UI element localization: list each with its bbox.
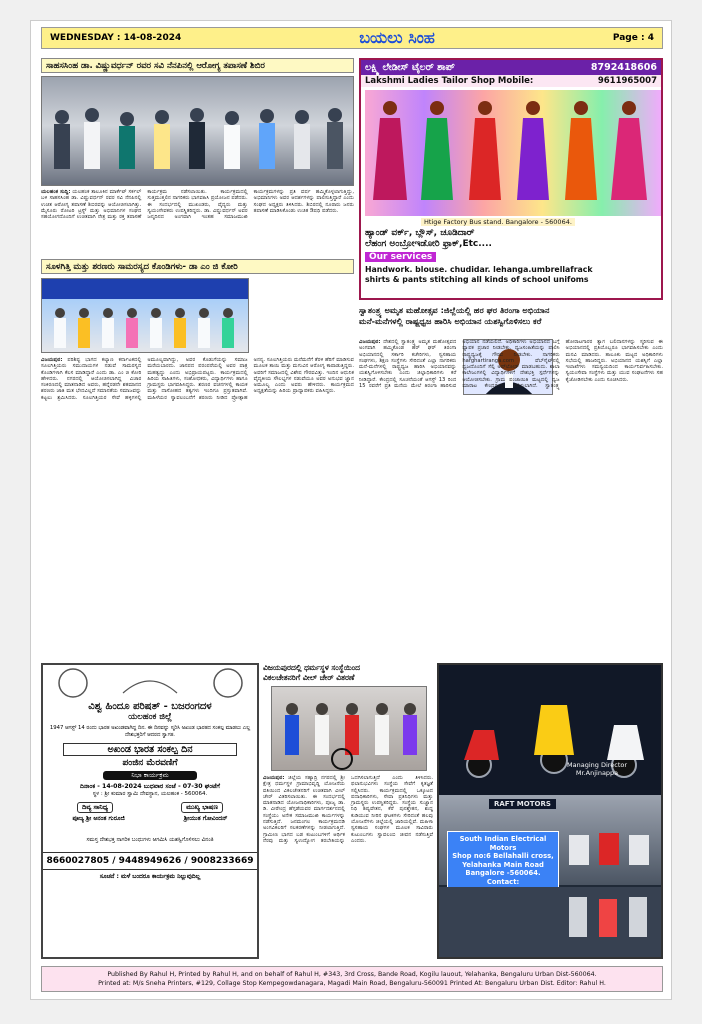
vhp-event-subtitle: ಪಂಜಿನ ಮೆರವಣಿಗೆ	[122, 758, 178, 768]
vhp-guest: ಪೂಜ್ಯ ಶ್ರೀ ಅನಂತ ಗುರೂಜಿ	[72, 815, 125, 822]
article4-subheadline: ವಿಕಲಚೇತನರಿಗೆ ವೀಲ್ ಚೇರ್ ವಿತರಣೆ	[263, 673, 355, 682]
vhp-note: ಸಮಸ್ತ ದೇಶಭಕ್ತ ನಾಗರಿಕ ಬಂಧುಗಳು ಆಗಮಿಸಿ ಯಶಸ್ವಿಗೊಳಿಸಲು ವಿನಂತಿ	[86, 837, 214, 843]
dress-gallery	[365, 90, 661, 216]
electric-motors-ad	[437, 663, 663, 959]
publisher-footer	[41, 966, 663, 992]
footer-publisher-line: Published By Rahul H, Printed by Rahul H, and on behalf of Rahul H, #343, 3rd Cross, Bande Road, Kogilu lauout, Yelahanka, Bengaluru Urban Dist-560064.	[107, 971, 597, 978]
showroom-sign: RAFT MOTORS	[489, 799, 556, 809]
tailor-ad-title: ಲಕ್ಷ್ಮಿ ಲೇಡೀಸ್ ಟೈಲರ್ ಶಾಪ್	[365, 62, 455, 73]
vhp-phones: 8660027805 / 9448949626 / 9008233669	[43, 852, 257, 870]
article1-headline: ಸಾಹಸಸಿಂಹ ಡಾ. ವಿಷ್ಣುವರ್ಧನ್ ರವರ ಸವಿ ನೆನಪಿನಲ್ಲಿ ಆರೋಗ್ಯ ತಪಾಸಣೆ ಶಿಬಿರ	[41, 58, 354, 73]
tailor-ad-address: Htige Factory Bus stand. Bangalore - 560064.	[421, 218, 575, 226]
article4-photo	[271, 686, 427, 771]
vhp-speaker: ಶ್ರೀಯುತ ಗೋವಿಂದನ್	[183, 815, 228, 822]
shop-address2: Yelahanka Main Road	[462, 860, 544, 869]
tailor-ad-kannada-line2: ಲೆಹಂಗ ಅಂಬ್ರೋಇಡೋರಿ ಫ್ರಾಕ್,Etc....	[365, 239, 492, 249]
article4-headline: ವಿಜಯಪುರದಲ್ಲಿ ಧರ್ಮಸ್ಥಳ ಸಂಸ್ಥೆಯಿಂದ	[263, 663, 360, 672]
tailor-ad-phone1: 8792418606	[590, 62, 657, 73]
masthead	[41, 27, 663, 49]
electric-scooters-icon	[439, 665, 661, 795]
tailor-ad-kannada-line1: ಹ್ಯಾಂಡ್ ವರ್ಕ್, ಬ್ಲೌಸ್, ಚೂಡಿದಾರ್	[365, 228, 475, 238]
vhp-programme-label: ನಿಭಾ ಕಾರ್ಯಕ್ರಮ	[103, 771, 197, 780]
article2-photo	[41, 278, 249, 353]
article3-headline: ಸ್ವಾತಂತ್ರ್ಯ ಅಮೃತ ಮಹೋತ್ಸವ :ಜಿಲ್ಲೆಯಲ್ಲಿ ಹರ ಘರ ತಿರಂಗಾ ಅಭಿಯಾನ	[359, 305, 550, 315]
article2-body: ವಿಜಯಪುರ: ಪರಿಶಿಷ್ಟ ಭಾಗದ ಕಲ್ಯಾಣ ಕರ್ನಾಟಕದಲ್ಲಿ ಸೂಲಗಿತ್ತಿಯರು ಸಮುದಾಯಗಳ ನಡುವೆ ಸಾಮರಸ್ಯದ ಕೊಂಡಿಗಳಾಗಿ ಕೆಲಸ ಮಾಡಿದ್ದಾರೆ ಎಂದು ಡಾ. ಎಂ ಜಿ ಕೋರಿ ಹೇಳಿದರು. ನಗರದಲ್ಲಿ ಆಯೋಜಿಸಲಾಗಿದ್ದ ವಿಚಾರ ಸಂಕಿರಣದಲ್ಲಿ ಮಾತನಾಡಿದ ಅವರು, ಹನ್ನೆರಡನೇ ಶತಮಾನದ ಶರಣರು ಜಾತಿ ಮತ ಭೇದವಿಲ್ಲದೆ ಸಮಾನತೆಯ ಸಮಾಜವನ್ನು ಕಟ್ಟಲು ಶ್ರಮಿಸಿದರು. ಸೂಲಗಿತ್ತಿಯರ ಸೇವೆ ಹಳ್ಳಿಗಳಲ್ಲಿ ಅಮೂಲ್ಯವಾಗಿದ್ದು, ಅವರ ಕೊಡುಗೆಯನ್ನು ಸಮಾಜ ಮರೆಯಬಾರದು. ಜಾನಪದ ಪರಂಪರೆಯಲ್ಲಿ ಅವರ ಪಾತ್ರ ಮಹತ್ವದ್ದು ಎಂದು ಅಭಿಪ್ರಾಯಪಟ್ಟರು. ಕಾರ್ಯಕ್ರಮದಲ್ಲಿ ಹಿರಿಯ ಸಾಹಿತಿಗಳು, ಸಂಶೋಧಕರು, ವಿದ್ಯಾರ್ಥಿಗಳು ಹಾಗೂ ಗ್ರಾಮಸ್ಥರು ಭಾಗವಹಿಸಿದ್ದರು. ಶರಣರ ವಚನಗಳಲ್ಲಿ ಕಾಯಕ ಮತ್ತು ದಾಸೋಹದ ತತ್ವಗಳು ಇಂದಿಗೂ ಪ್ರಸ್ತುತವಾಗಿವೆ. ಮಹಿಳೆಯರ ಸ್ವಾವಲಂಬನೆಗೆ ಶರಣರು ನೀಡಿದ ಪ್ರೋತ್ಸಾಹ ಅನನ್ಯ. ಸೂಲಗಿತ್ತಿಯರು ಮನೆಮನೆಗೆ ತೆರಳಿ ಹೆರಿಗೆ ಮಾಡಿಸುವ ಮೂಲಕ ತಾಯಿ ಮತ್ತು ಮಗುವಿನ ಆರೋಗ್ಯ ಕಾಪಾಡುತ್ತಿದ್ದರು. ಅವರಿಗೆ ಸಮಾಜದಲ್ಲಿ ವಿಶೇಷ ಗೌರವವಿತ್ತು. ಇಂದಿನ ಆಧುನಿಕ ವೈದ್ಯಕೀಯ ಸೌಲಭ್ಯಗಳ ನಡುವೆಯೂ ಅವರ ಅನುಭವ ಜ್ಞಾನ ಅಮೂಲ್ಯ ಎಂದು ಅವರು ಹೇಳಿದರು. ಕಾರ್ಯಕ್ರಮದ ಅಧ್ಯಕ್ಷತೆಯನ್ನು ಹಿರಿಯ ಪ್ರಾಧ್ಯಾಪಕರು ವಹಿಸಿದ್ದರು.	[41, 357, 354, 401]
article2-headline: ಸೂಳಗಿತ್ತಿ ಮತ್ತು ಶರಣರು ಸಾಮರಸ್ಯದ ಕೊಂಡಿಗಳು- ಡಾ ಎಂ ಜಿ ಕೋರಿ	[41, 259, 354, 274]
stage-group-photo-icon	[42, 279, 249, 353]
wheelchair-distribution-icon	[272, 687, 427, 771]
page-number: Page : 4	[612, 33, 654, 43]
shop-address1: Shop no:6 Bellahalli cross,	[452, 852, 554, 860]
md-name: Mr.Anjinappa	[575, 769, 619, 777]
md-caption: Managing Director	[567, 761, 628, 769]
vhp-footer-note: ಸೂಚನೆ : ಮಳೆ ಬಂದರೂ ಕಾರ್ಯಕ್ರಮ ನಿಲ್ಲುವುದಿಲ್ಲ	[99, 873, 201, 880]
footer-printer-line: Printed at: M/s Sneha Printers, #129, Collage Stop Kempegowdanagara, Magadi Main Road, Bengaluru-560091 Printed At: Bengaluru Urban Dist. Editor: Rahul H.	[98, 980, 606, 987]
tailor-ad-phone2: 9611965007	[597, 76, 657, 86]
article1-photo	[41, 76, 354, 186]
showroom-floor-icon	[439, 887, 661, 957]
issue-date: WEDNESDAY : 14-08-2024	[50, 33, 182, 43]
vhp-unit: ಯಲಹಂಕ ಜಿಲ್ಲೆ	[128, 712, 172, 722]
shop-address3: Bangalore -560064.	[465, 869, 541, 877]
vhp-where: ಸ್ಥಳ : ಶ್ರೀ ಕುಮಾರ ಸ್ವಾಮಿ ದೇವಸ್ಥಾನ, ಯಲಹಂಕ - 560064.	[92, 791, 208, 797]
vhp-org-name: ವಿಶ್ವ ಹಿಂದೂ ಪರಿಷತ್ - ಬಜರಂಗದಳ	[88, 701, 212, 712]
vhp-speaker-label: ಮುಖ್ಯ ಭಾಷಣ	[181, 802, 223, 813]
newspaper-page	[30, 20, 672, 1000]
tailor-ad-services-line2: shirts & pants stitching all kinds of school unifoms	[365, 275, 589, 284]
tailor-ad-services-label: Our services	[365, 252, 436, 262]
vhp-emblem-icon	[43, 665, 257, 701]
article4-body: ವಿಜಯಪುರ: ಜಿಲ್ಲೆಯ ಸಹ್ಯಾದ್ರಿ ನಗರದಲ್ಲಿ ಶ್ರೀ ಕ್ಷೇತ್ರ ಧರ್ಮಸ್ಥಳ ಗ್ರಾಮಾಭಿವೃದ್ಧಿ ಯೋಜನೆಯ ವತಿಯಿಂದ ವಿಕಲಚೇತನರಿಗೆ ಉಚಿತವಾಗಿ ವೀಲ್ ಚೇರ್ ವಿತರಿಸಲಾಯಿತು. ಈ ಸಂದರ್ಭದಲ್ಲಿ ಮಾತನಾಡಿದ ಯೋಜನಾಧಿಕಾರಿಗಳು, ಪೂಜ್ಯ ಡಾ. ಡಿ. ವೀರೇಂದ್ರ ಹೆಗ್ಗಡೆಯವರ ಮಾರ್ಗದರ್ಶನದಲ್ಲಿ ಸಂಸ್ಥೆಯು ಅನೇಕ ಸಮಾಜಮುಖಿ ಕಾರ್ಯಗಳನ್ನು ನಡೆಸುತ್ತಿದೆ. ಜನಮಂಗಲ ಕಾರ್ಯಕ್ರಮದಡಿ ಅಂಗವಿಕಲರಿಗೆ ಸಲಕರಣೆಗಳನ್ನು ನೀಡಲಾಗುತ್ತಿದೆ. ಗ್ರಾಮೀಣ ಭಾಗದ ಬಡ ಕುಟುಂಬಗಳಿಗೆ ಆರ್ಥಿಕ ನೆರವು ಮತ್ತು ಸ್ವಉದ್ಯೋಗ ತರಬೇತಿಯನ್ನು ಒದಗಿಸಲಾಗುತ್ತಿದೆ ಎಂದು ತಿಳಿಸಿದರು. ಫಲಾನುಭವಿಗಳು ಸಂಸ್ಥೆಯ ಸೇವೆಗೆ ಕೃತಜ್ಞತೆ ಸಲ್ಲಿಸಿದರು. ಕಾರ್ಯಕ್ರಮದಲ್ಲಿ ಒಕ್ಕೂಟದ ಪದಾಧಿಕಾರಿಗಳು, ಸೇವಾ ಪ್ರತಿನಿಧಿಗಳು ಮತ್ತು ಗ್ರಾಮಸ್ಥರು ಉಪಸ್ಥಿತರಿದ್ದರು. ಸಂಸ್ಥೆಯ ಸುಜ್ಞಾನ ನಿಧಿ ಶಿಷ್ಯವೇತನ, ಕೆರೆ ಪುನಶ್ಚೇತನ, ಶುದ್ಧ ಕುಡಿಯುವ ನೀರಿನ ಘಟಕಗಳು ಸೇರಿದಂತೆ ಹಲವು ಯೋಜನೆಗಳು ಜಿಲ್ಲೆಯಲ್ಲಿ ಜಾರಿಯಲ್ಲಿವೆ. ಮಹಿಳಾ ಸ್ವಸಹಾಯ ಸಂಘಗಳ ಮೂಲಕ ಸಾವಿರಾರು ಕುಟುಂಬಗಳು ಸ್ವಾವಲಂಬಿ ಜೀವನ ನಡೆಸುತ್ತಿವೆ ಎಂದರು.	[263, 775, 433, 844]
crowd-photo-icon	[42, 77, 354, 186]
vhp-event-ad	[41, 663, 259, 959]
newspaper-title: ಬಯಲು ಸಿಂಹ	[359, 28, 435, 47]
tailor-shop-ad	[359, 58, 663, 300]
vhp-when: ದಿನಾಂಕ - 14-08-2024 ಬುಧವಾರ ಸಂಜೆ - 07-30 ಘಂಟೆಗೆ	[79, 783, 221, 790]
vhp-event-title: ಅಖಂಡ ಭಾರತ ಸಂಕಲ್ಪ ದಿನ	[63, 743, 237, 756]
tailor-ad-services-line1: Handwork. blouse. chudidar. lehanga.umbrellafrack	[365, 265, 593, 274]
article1-body: ಯಲಹಂಕ ಸುದ್ದಿ: ಯಲಹಂಕ ತಾಲೂಕಿನ ಮಾರ್ಕೆಟ್ ಸರ್ಕಲ್ ಬಳಿ ಸಾಹಸಸಿಂಹ ಡಾ. ವಿಷ್ಣುವರ್ಧನ್ ರವರ ಸವಿ ನೆನಪಿನಲ್ಲಿ ಉಚಿತ ಆರೋಗ್ಯ ತಪಾಸಣೆ ಶಿಬಿರವನ್ನು ಆಯೋಜಿಸಲಾಗಿತ್ತು. ಮೈಸೂರು ರೋಟರಿ ಟ್ರಸ್ಟ್ ಮತ್ತು ಅಭಿಮಾನಿಗಳ ಸಂಘದ ಸಹಯೋಗದೊಂದಿಗೆ ಉಚಿತವಾಗಿ ನೇತ್ರ ಮತ್ತು ರಕ್ತ ತಪಾಸಣೆ ಕಾರ್ಯಕ್ರಮ ನಡೆಸಲಾಯಿತು. ಕಾರ್ಯಕ್ರಮದಲ್ಲಿ ಸುತ್ತಮುತ್ತಲಿನ ನಾಗರಿಕರು ಭಾಗವಹಿಸಿ ಪ್ರಯೋಜನ ಪಡೆದರು. ಈ ಸಂದರ್ಭದಲ್ಲಿ ಮುಖಂಡರು, ವೈದ್ಯರು ಮತ್ತು ಸ್ವಯಂಸೇವಕರು ಉಪಸ್ಥಿತರಿದ್ದರು. ಡಾ. ವಿಷ್ಣುವರ್ಧನ್ ಅವರ ಜನ್ಮದಿನದ ಅಂಗವಾಗಿ ಇಂತಹ ಸಮಾಜಮುಖಿ ಕಾರ್ಯಕ್ರಮಗಳನ್ನು ಪ್ರತಿ ವರ್ಷ ಹಮ್ಮಿಕೊಳ್ಳಲಾಗುತ್ತಿದ್ದು, ಅಭಿಮಾನಿಗಳು ಅವರ ಆದರ್ಶಗಳನ್ನು ಪಾಲಿಸುತ್ತಿದ್ದಾರೆ ಎಂದು ಸಂಘದ ಅಧ್ಯಕ್ಷರು ತಿಳಿಸಿದರು. ಶಿಬಿರದಲ್ಲಿ ನೂರಾರು ಜನರು ತಪಾಸಣೆ ಮಾಡಿಸಿಕೊಂಡು ಉಚಿತ ಔಷಧಿ ಪಡೆದರು.	[41, 189, 354, 221]
vhp-guest-label: ದಿವ್ಯ ಸಾನಿಧ್ಯ	[77, 802, 113, 813]
article3-subheadline: ಮನೆ-ಮನೆಗಳಲ್ಲಿ ರಾಷ್ಟ್ರಧ್ವಜ ಹಾರಿಸಿ ಅಭಿಯಾನ ಯಶಸ್ವಿಗೊಳಿಸಲು ಕರೆ	[359, 316, 542, 326]
tailor-ad-subtitle: Lakshmi Ladies Tailor Shop Mobile:	[365, 76, 534, 86]
dress-models-icon	[365, 90, 661, 216]
article3-body: ವಿಜಯಪುರ: ದೇಶದಲ್ಲಿ ಸ್ವಾತಂತ್ರ್ಯ ಅಮೃತ ಮಹೋತ್ಸವದ ಅಂಗವಾಗಿ ಹಮ್ಮಿಕೊಂಡ ಹರ್ ಘರ್ ತಿರಂಗಾ ಅಭಿಯಾನದಲ್ಲಿ ಸರ್ಕಾರಿ ಕಚೇರಿಗಳು, ಸ್ವಸಹಾಯ ಸಂಘಗಳು, ಶಿಕ್ಷಣ ಸಂಸ್ಥೆಗಳು ಸೇರಿದಂತೆ ಎಲ್ಲಾ ನಾಗರಿಕರು ಮನೆ-ಮನೆಗಳಲ್ಲಿ ರಾಷ್ಟ್ರಧ್ವಜ ಹಾರಿಸಿ ಅಭಿಯಾನವನ್ನು ಯಶಸ್ವಿಗೊಳಿಸಬೇಕು ಎಂದು ಜಿಲ್ಲಾಧಿಕಾರಿಗಳು ಕರೆ ನೀಡಿದ್ದಾರೆ. ಕೇಂದ್ರದಲ್ಲಿ ಸೂಚನೆಯಂತೆ ಆಗಸ್ಟ್ 13 ರಿಂದ 15 ರವರೆಗೆ ಪ್ರತಿ ಮನೆಯ ಮೇಲೆ ತಿರಂಗಾ ಹಾರಿಸುವ ಅಭಿಯಾನ ನಡೆಯಲಿದೆ. ಅಧಿಕಾರಿಗಳು ಅಭಿಯಾನದ ಬಗ್ಗೆ ವ್ಯಾಪಕ ಪ್ರಚಾರ ನೀಡಬೇಕು. ಧ್ವಜಸಂಹಿತೆಯನ್ನು ಪಾಲಿಸಿ ರಾಷ್ಟ್ರಧ್ವಜಕ್ಕೆ ಗೌರವ ನೀಡಬೇಕು. ನಾಗರಿಕರು harghartiranga.com ವೆಬ್‌ಸೈಟ್‌ನಲ್ಲಿ ಧ್ವಜದೊಂದಿಗೆ ಸೆಲ್ಫಿ ಅಪ್‌ಲೋಡ್ ಮಾಡಬಹುದು. ಶಾಲಾ ಕಾಲೇಜುಗಳಲ್ಲಿ ವಿದ್ಯಾರ್ಥಿಗಳಿಗೆ ದೇಶಭಕ್ತಿ ಸ್ಪರ್ಧೆಗಳನ್ನು ಆಯೋಜಿಸಬೇಕು. ಗ್ರಾಮ ಪಂಚಾಯಿತಿ ಮಟ್ಟದಲ್ಲಿ ಧ್ವಜ ಮಾರಾಟ ಕೇಂದ್ರಗಳನ್ನು ತೆರೆಯಲಾಗಿದೆ. ಸ್ವಾತಂತ್ರ್ಯ ಹೋರಾಟಗಾರರ ತ್ಯಾಗ ಬಲಿದಾನಗಳನ್ನು ಸ್ಮರಿಸುವ ಈ ಅಭಿಯಾನದಲ್ಲಿ ಪ್ರತಿಯೊಬ್ಬರೂ ಭಾಗವಹಿಸಬೇಕು ಎಂದು ಮನವಿ ಮಾಡಿದರು. ತಾಲೂಕು ಮಟ್ಟದ ಅಧಿಕಾರಿಗಳು ಸಭೆಯಲ್ಲಿ ಹಾಜರಿದ್ದರು. ಅಭಿಯಾನದ ಯಶಸ್ಸಿಗೆ ಎಲ್ಲಾ ಇಲಾಖೆಗಳು ಸಮನ್ವಯದಿಂದ ಕಾರ್ಯನಿರ್ವಹಿಸಬೇಕು. ಸ್ವಯಂಸೇವಾ ಸಂಸ್ಥೆಗಳು ಮತ್ತು ಯುವ ಸಂಘಟನೆಗಳು ಸಹ ಕೈಜೋಡಿಸಬೇಕು ಎಂದು ಸೂಚಿಸಿದರು.	[359, 339, 663, 390]
shop-contact-label: Contact:	[486, 877, 520, 886]
vhp-intro: 1947 ಆಗಸ್ಟ್ 14 ರಂದು ಭಾರತ ಅಖಂಡವಾಗಿದ್ದ ದಿನ. ಈ ದಿನವನ್ನು ಸ್ಮರಿಸಿ ಅಖಂಡ ಭಾರತದ ಸಂಕಲ್ಪ ಮಾಡಲು ಎಲ್ಲ ದೇಶಭಕ್ತರಿಗೆ ಆದರದ ಸ್ವಾಗತ.	[49, 725, 251, 738]
shop-name: South Indian Electrical Motors	[459, 835, 547, 852]
